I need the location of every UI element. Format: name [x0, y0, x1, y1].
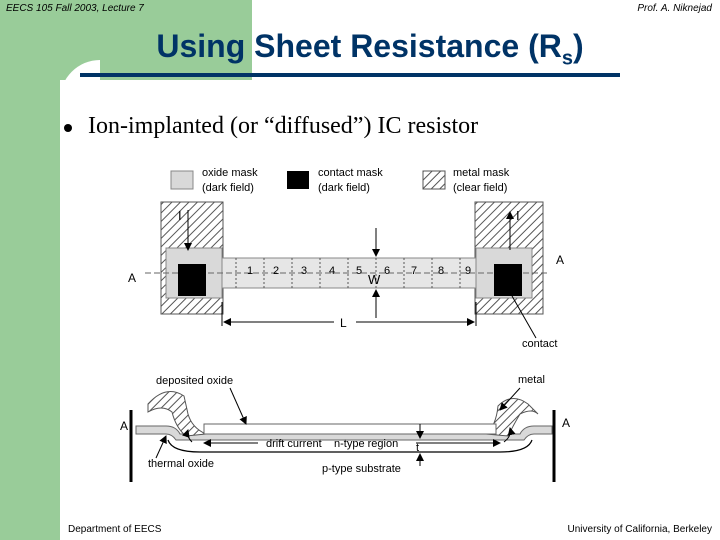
right-contact	[494, 264, 522, 296]
square-number: 8	[438, 265, 445, 277]
section-label-a-left: A	[128, 271, 137, 285]
current-label-left: I	[178, 208, 182, 223]
square-number: 9	[465, 265, 472, 277]
contact-label: contact	[522, 338, 558, 350]
drift-current-label: drift current	[266, 438, 322, 450]
legend-metal-line2: (clear field)	[453, 182, 508, 194]
current-label-right: I	[516, 208, 520, 223]
square-number: 6	[384, 265, 391, 277]
section-label-a-left-cs: A	[120, 419, 129, 433]
deposited-oxide-label: deposited oxide	[156, 375, 234, 387]
square-number: 7	[411, 265, 418, 277]
oxide-mask-swatch	[171, 171, 193, 189]
thermal-oxide-label: thermal oxide	[148, 458, 215, 470]
square-number: 1	[247, 265, 254, 277]
length-label: L	[340, 316, 347, 330]
title-suffix: )	[572, 28, 584, 64]
p-type-substrate-label: p-type substrate	[322, 463, 401, 475]
author-header: Prof. A. Niknejad	[637, 3, 712, 14]
square-number: 2	[273, 265, 280, 277]
metal-mask-swatch	[423, 171, 445, 189]
square-number: 5	[356, 265, 363, 277]
legend-oxide-line1: oxide mask	[202, 167, 258, 179]
square-number: 4	[329, 265, 336, 277]
metal-label: metal	[518, 374, 545, 386]
section-label-a-right-cs: A	[562, 416, 571, 430]
legend-metal-line1: metal mask	[453, 167, 510, 179]
legend-oxide-line2: (dark field)	[202, 182, 254, 194]
left-contact	[178, 264, 206, 296]
width-label: W	[368, 272, 381, 287]
n-type-region-label: n-type region	[334, 438, 399, 450]
course-header: EECS 105 Fall 2003, Lecture 7	[6, 3, 144, 14]
bullet-text: Ion-implanted (or “diffused”) IC resistor	[88, 113, 479, 139]
title-text: Using Sheet Resistance (R	[156, 28, 562, 64]
section-label-a-right: A	[556, 253, 565, 267]
footer-department: Department of EECS	[68, 524, 162, 535]
footer-university: University of California, Berkeley	[567, 524, 712, 535]
thickness-label: t	[416, 442, 420, 454]
contact-mask-swatch	[287, 171, 309, 189]
square-number: 3	[301, 265, 308, 277]
title-subscript: s	[561, 47, 573, 70]
legend-contact-line1: contact mask	[318, 167, 383, 179]
legend-contact-line2: (dark field)	[318, 182, 370, 194]
deposited-oxide-layer	[204, 424, 496, 434]
